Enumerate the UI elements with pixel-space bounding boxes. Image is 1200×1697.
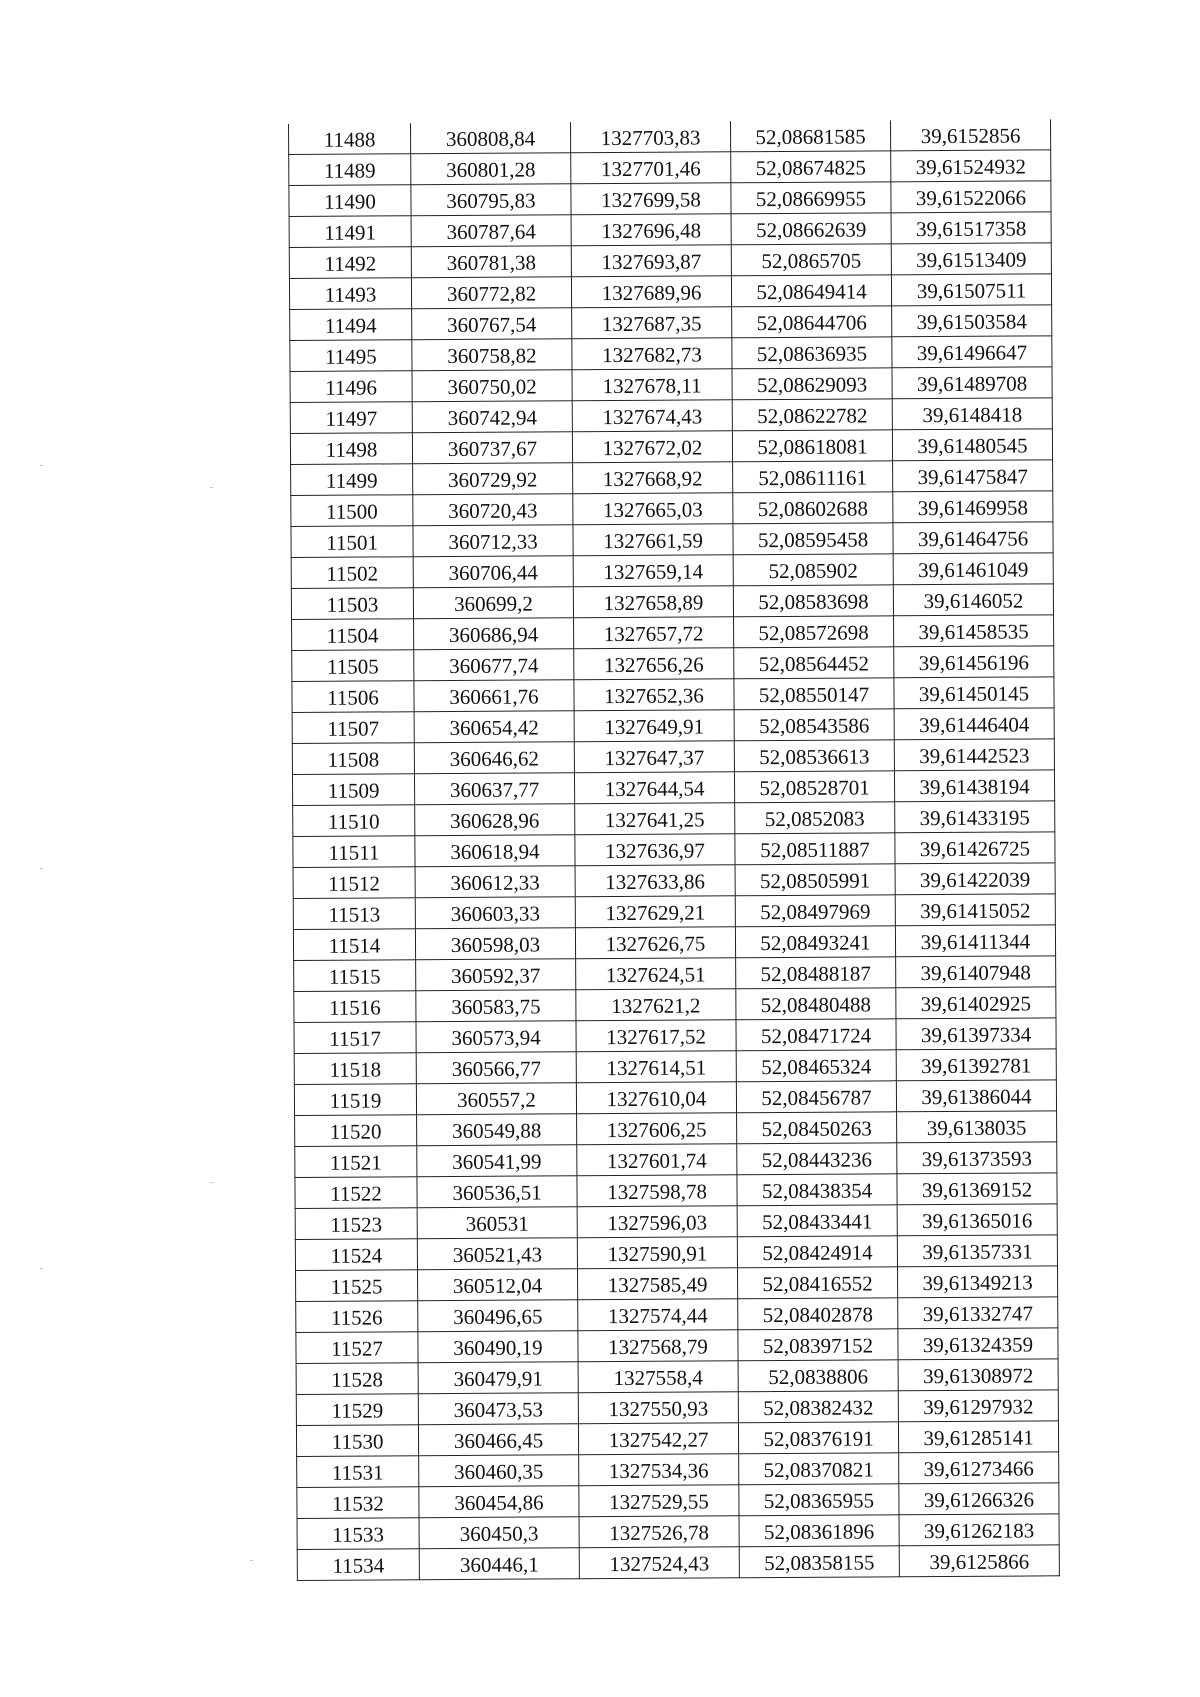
latitude-cell: 52,08370821 (739, 1453, 899, 1485)
longitude-cell: 39,61446404 (894, 708, 1054, 740)
point-number-cell: 11522 (295, 1177, 417, 1209)
point-number-cell: 11521 (295, 1146, 417, 1178)
point-number-cell: 11491 (289, 216, 411, 248)
latitude-cell: 52,08583698 (733, 585, 893, 617)
latitude-cell: 52,08662639 (731, 213, 891, 245)
latitude-cell: 52,08649414 (731, 275, 891, 307)
longitude-cell: 39,6138035 (897, 1111, 1057, 1143)
longitude-cell: 39,61524932 (891, 150, 1051, 182)
x-coordinate-cell: 360654,42 (414, 711, 574, 743)
y-coordinate-cell: 1327701,46 (571, 152, 731, 184)
table-row (293, 925, 1055, 961)
y-coordinate-cell: 1327601,74 (577, 1144, 737, 1176)
x-coordinate-cell: 360618,94 (415, 835, 575, 867)
longitude-cell: 39,61308972 (898, 1359, 1058, 1391)
y-coordinate-cell: 1327524,43 (579, 1547, 739, 1579)
latitude-cell: 52,08622782 (732, 399, 892, 431)
y-coordinate-cell: 1327624,51 (576, 958, 736, 990)
latitude-cell: 52,08528701 (734, 771, 894, 803)
longitude-cell: 39,61266326 (899, 1483, 1059, 1515)
latitude-cell: 52,08443236 (737, 1143, 897, 1175)
x-coordinate-cell: 360549,88 (417, 1114, 577, 1146)
x-coordinate-cell: 360677,74 (414, 649, 574, 681)
x-coordinate-cell: 360795,83 (411, 184, 571, 216)
x-coordinate-cell: 360512,04 (418, 1269, 578, 1301)
longitude-cell: 39,61349213 (897, 1266, 1057, 1298)
latitude-cell: 52,08480488 (736, 988, 896, 1020)
table-row (289, 212, 1051, 248)
point-number-cell: 11495 (290, 340, 412, 372)
y-coordinate-cell: 1327652,36 (574, 679, 734, 711)
table-row (296, 1266, 1058, 1302)
x-coordinate-cell: 360772,82 (411, 277, 571, 309)
table-row (291, 553, 1053, 589)
x-coordinate-cell: 360750,02 (412, 370, 572, 402)
latitude-cell: 52,08681585 (730, 120, 890, 151)
longitude-cell: 39,61411344 (895, 925, 1055, 957)
x-coordinate-cell: 360479,91 (418, 1362, 578, 1394)
x-coordinate-cell: 360637,77 (414, 773, 574, 805)
point-number-cell: 11518 (294, 1053, 416, 1085)
table-row (294, 956, 1056, 992)
latitude-cell: 52,08505991 (735, 864, 895, 896)
y-coordinate-cell: 1327661,59 (573, 524, 733, 556)
longitude-cell: 39,61496647 (892, 336, 1052, 368)
longitude-cell: 39,61507511 (891, 274, 1051, 306)
table-row (289, 274, 1051, 310)
y-coordinate-cell: 1327574,44 (578, 1299, 738, 1331)
y-coordinate-cell: 1327682,73 (572, 338, 732, 370)
point-number-cell: 11533 (297, 1518, 419, 1550)
y-coordinate-cell: 1327656,26 (574, 648, 734, 680)
y-coordinate-cell: 1327585,49 (577, 1268, 737, 1300)
scan-speck (40, 1268, 43, 1269)
y-coordinate-cell: 1327550,93 (578, 1392, 738, 1424)
x-coordinate-cell: 360583,75 (416, 990, 576, 1022)
longitude-cell: 39,61397334 (896, 1018, 1056, 1050)
coordinates-table-body (289, 119, 1060, 1580)
longitude-cell: 39,61422039 (895, 863, 1055, 895)
table-row (292, 677, 1054, 713)
y-coordinate-cell: 1327621,2 (576, 989, 736, 1021)
x-coordinate-cell: 360566,77 (416, 1052, 576, 1084)
table-row (296, 1421, 1058, 1457)
point-number-cell: 11506 (292, 681, 414, 713)
x-coordinate-cell: 360781,38 (411, 246, 571, 278)
latitude-cell: 52,08488187 (736, 957, 896, 989)
longitude-cell: 39,61458535 (894, 615, 1054, 647)
table-row (294, 1080, 1056, 1116)
point-number-cell: 11523 (295, 1208, 417, 1240)
longitude-cell: 39,61402925 (896, 987, 1056, 1019)
latitude-cell: 52,08536613 (734, 740, 894, 772)
point-number-cell: 11503 (291, 588, 413, 620)
table-row (296, 1390, 1058, 1426)
point-number-cell: 11493 (289, 278, 411, 310)
longitude-cell: 39,61285141 (898, 1421, 1058, 1453)
longitude-cell: 39,6125866 (899, 1545, 1059, 1577)
x-coordinate-cell: 360592,37 (416, 959, 576, 991)
latitude-cell: 52,08382432 (738, 1391, 898, 1423)
y-coordinate-cell: 1327678,11 (572, 369, 732, 401)
table-row (289, 119, 1051, 154)
table-row (293, 801, 1055, 837)
latitude-cell: 52,08550147 (734, 678, 894, 710)
x-coordinate-cell: 360612,33 (415, 866, 575, 898)
longitude-cell: 39,61373593 (897, 1142, 1057, 1174)
longitude-cell: 39,61262183 (899, 1514, 1059, 1546)
x-coordinate-cell: 360706,44 (413, 556, 573, 588)
x-coordinate-cell: 360521,43 (417, 1238, 577, 1270)
latitude-cell: 52,08493241 (735, 926, 895, 958)
point-number-cell: 11492 (289, 247, 411, 279)
point-number-cell: 11531 (297, 1456, 419, 1488)
x-coordinate-cell: 360787,64 (411, 215, 571, 247)
y-coordinate-cell: 1327687,35 (572, 307, 732, 339)
longitude-cell: 39,61464756 (893, 522, 1053, 554)
longitude-cell: 39,61461049 (893, 553, 1053, 585)
x-coordinate-cell: 360557,2 (416, 1083, 576, 1115)
x-coordinate-cell: 360454,86 (419, 1486, 579, 1518)
x-coordinate-cell: 360603,33 (415, 897, 575, 929)
point-number-cell: 11509 (292, 774, 414, 806)
longitude-cell: 39,61426725 (895, 832, 1055, 864)
y-coordinate-cell: 1327647,37 (574, 741, 734, 773)
latitude-cell: 52,08511887 (735, 833, 895, 865)
latitude-cell: 52,08397152 (738, 1329, 898, 1361)
scan-speck (210, 487, 213, 488)
table-row (290, 367, 1052, 403)
point-number-cell: 11528 (296, 1363, 418, 1395)
table-row (289, 243, 1051, 279)
table-row (293, 863, 1055, 899)
latitude-cell: 52,08572698 (734, 616, 894, 648)
x-coordinate-cell: 360720,43 (413, 494, 573, 526)
scan-speck (40, 465, 43, 466)
latitude-cell: 52,08669955 (731, 182, 891, 214)
y-coordinate-cell: 1327649,91 (574, 710, 734, 742)
x-coordinate-cell: 360758,82 (412, 339, 572, 371)
longitude-cell: 39,61442523 (894, 739, 1054, 771)
latitude-cell: 52,08424914 (737, 1236, 897, 1268)
table-row (291, 522, 1053, 558)
table-row (292, 646, 1054, 682)
point-number-cell: 11496 (290, 371, 412, 403)
x-coordinate-cell: 360490,19 (418, 1331, 578, 1363)
table-row (293, 894, 1055, 930)
table-row (291, 584, 1053, 620)
x-coordinate-cell: 360646,62 (414, 742, 574, 774)
longitude-cell: 39,61407948 (896, 956, 1056, 988)
latitude-cell: 52,08543586 (734, 709, 894, 741)
point-number-cell: 11529 (296, 1394, 418, 1426)
longitude-cell: 39,61332747 (898, 1297, 1058, 1329)
y-coordinate-cell: 1327558,4 (578, 1361, 738, 1393)
table-row (292, 615, 1054, 651)
latitude-cell: 52,08438354 (737, 1174, 897, 1206)
point-number-cell: 11517 (294, 1022, 416, 1054)
latitude-cell: 52,0865705 (731, 244, 891, 276)
y-coordinate-cell: 1327542,27 (578, 1423, 738, 1455)
x-coordinate-cell: 360450,3 (419, 1517, 579, 1549)
longitude-cell: 39,6148418 (892, 398, 1052, 430)
x-coordinate-cell: 360496,65 (418, 1300, 578, 1332)
point-number-cell: 11488 (289, 123, 411, 154)
longitude-cell: 39,61369152 (897, 1173, 1057, 1205)
y-coordinate-cell: 1327617,52 (576, 1020, 736, 1052)
latitude-cell: 52,08602688 (733, 492, 893, 524)
table-row (295, 1173, 1057, 1209)
y-coordinate-cell: 1327658,89 (573, 586, 733, 618)
x-coordinate-cell: 360531 (417, 1207, 577, 1239)
y-coordinate-cell: 1327636,97 (575, 834, 735, 866)
y-coordinate-cell: 1327614,51 (576, 1051, 736, 1083)
point-number-cell: 11516 (294, 991, 416, 1023)
point-number-cell: 11505 (292, 650, 414, 682)
point-number-cell: 11501 (291, 526, 413, 558)
longitude-cell: 39,61522066 (891, 181, 1051, 213)
table-row (296, 1328, 1058, 1364)
latitude-cell: 52,08402878 (738, 1298, 898, 1330)
longitude-cell: 39,6152856 (890, 119, 1050, 150)
y-coordinate-cell: 1327689,96 (571, 276, 731, 308)
longitude-cell: 39,61489708 (892, 367, 1052, 399)
y-coordinate-cell: 1327568,79 (578, 1330, 738, 1362)
latitude-cell: 52,0838806 (738, 1360, 898, 1392)
point-number-cell: 11515 (294, 960, 416, 992)
x-coordinate-cell: 360460,35 (419, 1455, 579, 1487)
latitude-cell: 52,0852083 (735, 802, 895, 834)
latitude-cell: 52,08674825 (731, 151, 891, 183)
point-number-cell: 11510 (293, 805, 415, 837)
latitude-cell: 52,08471724 (736, 1019, 896, 1051)
y-coordinate-cell: 1327590,91 (577, 1237, 737, 1269)
y-coordinate-cell: 1327644,54 (574, 772, 734, 804)
latitude-cell: 52,08456787 (736, 1081, 896, 1113)
table-row (297, 1452, 1059, 1488)
latitude-cell: 52,08564452 (734, 647, 894, 679)
table-row (294, 1018, 1056, 1054)
point-number-cell: 11530 (296, 1425, 418, 1457)
y-coordinate-cell: 1327672,02 (572, 431, 732, 463)
table-row (292, 708, 1054, 744)
x-coordinate-cell: 360661,76 (414, 680, 574, 712)
latitude-cell: 52,08644706 (732, 306, 892, 338)
table-row (295, 1142, 1057, 1178)
point-number-cell: 11519 (294, 1084, 416, 1116)
x-coordinate-cell: 360536,51 (417, 1176, 577, 1208)
table-row (290, 336, 1052, 372)
longitude-cell: 39,61297932 (898, 1390, 1058, 1422)
x-coordinate-cell: 360628,96 (415, 804, 575, 836)
table-row (293, 832, 1055, 868)
latitude-cell: 52,08636935 (732, 337, 892, 369)
latitude-cell: 52,08595458 (733, 523, 893, 555)
latitude-cell: 52,085902 (733, 554, 893, 586)
x-coordinate-cell: 360712,33 (413, 525, 573, 557)
y-coordinate-cell: 1327598,78 (577, 1175, 737, 1207)
table-row (291, 491, 1053, 527)
latitude-cell: 52,08433441 (737, 1205, 897, 1237)
table-row (296, 1297, 1058, 1333)
y-coordinate-cell: 1327693,87 (571, 245, 731, 277)
y-coordinate-cell: 1327657,72 (574, 617, 734, 649)
x-coordinate-cell: 360541,99 (417, 1145, 577, 1177)
point-number-cell: 11527 (296, 1332, 418, 1364)
x-coordinate-cell: 360729,92 (413, 463, 573, 495)
y-coordinate-cell: 1327668,92 (573, 462, 733, 494)
point-number-cell: 11499 (291, 464, 413, 496)
longitude-cell: 39,61469958 (893, 491, 1053, 523)
longitude-cell: 39,61357331 (897, 1235, 1057, 1267)
longitude-cell: 39,61386044 (896, 1080, 1056, 1112)
latitude-cell: 52,08618081 (732, 430, 892, 462)
x-coordinate-cell: 360473,53 (418, 1393, 578, 1425)
y-coordinate-cell: 1327696,48 (571, 214, 731, 246)
y-coordinate-cell: 1327534,36 (579, 1454, 739, 1486)
point-number-cell: 11500 (291, 495, 413, 527)
point-number-cell: 11504 (292, 619, 414, 651)
table-row (291, 460, 1053, 496)
y-coordinate-cell: 1327606,25 (577, 1113, 737, 1145)
point-number-cell: 11524 (295, 1239, 417, 1271)
point-number-cell: 11532 (297, 1487, 419, 1519)
table-row (295, 1235, 1057, 1271)
longitude-cell: 39,61456196 (894, 646, 1054, 678)
y-coordinate-cell: 1327674,43 (572, 400, 732, 432)
point-number-cell: 11489 (289, 154, 411, 186)
x-coordinate-cell: 360742,94 (412, 401, 572, 433)
table-row (290, 305, 1052, 341)
y-coordinate-cell: 1327596,03 (577, 1206, 737, 1238)
longitude-cell: 39,61475847 (893, 460, 1053, 492)
scan-speck (40, 868, 43, 869)
longitude-cell: 39,61480545 (892, 429, 1052, 461)
latitude-cell: 52,08611161 (733, 461, 893, 493)
scan-speck (250, 1560, 253, 1561)
table-row (294, 1049, 1056, 1085)
latitude-cell: 52,08465324 (736, 1050, 896, 1082)
y-coordinate-cell: 1327641,25 (575, 803, 735, 835)
longitude-cell: 39,61392781 (896, 1049, 1056, 1081)
table-row (294, 987, 1056, 1023)
point-number-cell: 11507 (292, 712, 414, 744)
point-number-cell: 11498 (290, 433, 412, 465)
point-number-cell: 11490 (289, 185, 411, 217)
x-coordinate-cell: 360446,1 (419, 1548, 579, 1580)
y-coordinate-cell: 1327703,83 (570, 121, 730, 152)
point-number-cell: 11525 (296, 1270, 418, 1302)
table-row (292, 739, 1054, 775)
point-number-cell: 11502 (291, 557, 413, 589)
y-coordinate-cell: 1327626,75 (575, 927, 735, 959)
latitude-cell: 52,08629093 (732, 368, 892, 400)
x-coordinate-cell: 360737,67 (412, 432, 572, 464)
table-row (289, 150, 1051, 186)
x-coordinate-cell: 360767,54 (412, 308, 572, 340)
longitude-cell: 39,61324359 (898, 1328, 1058, 1360)
point-number-cell: 11534 (297, 1549, 419, 1581)
x-coordinate-cell: 360466,45 (418, 1424, 578, 1456)
table-row (292, 770, 1054, 806)
longitude-cell: 39,61433195 (895, 801, 1055, 833)
y-coordinate-cell: 1327629,21 (575, 896, 735, 928)
longitude-cell: 39,61438194 (894, 770, 1054, 802)
point-number-cell: 11494 (290, 309, 412, 341)
point-number-cell: 11513 (293, 898, 415, 930)
longitude-cell: 39,61513409 (891, 243, 1051, 275)
longitude-cell: 39,61517358 (891, 212, 1051, 244)
point-number-cell: 11520 (295, 1115, 417, 1147)
latitude-cell: 52,08416552 (737, 1267, 897, 1299)
x-coordinate-cell: 360699,2 (413, 587, 573, 619)
longitude-cell: 39,6146052 (893, 584, 1053, 616)
longitude-cell: 39,61365016 (897, 1204, 1057, 1236)
point-number-cell: 11511 (293, 836, 415, 868)
scan-speck (210, 1182, 213, 1183)
x-coordinate-cell: 360598,03 (415, 928, 575, 960)
table-row (295, 1111, 1057, 1147)
longitude-cell: 39,61415052 (895, 894, 1055, 926)
table-row (297, 1483, 1059, 1519)
table-row (297, 1514, 1059, 1550)
point-number-cell: 11508 (292, 743, 414, 775)
longitude-cell: 39,61450145 (894, 677, 1054, 709)
latitude-cell: 52,08497969 (735, 895, 895, 927)
point-number-cell: 11514 (293, 929, 415, 961)
x-coordinate-cell: 360808,84 (410, 122, 570, 153)
x-coordinate-cell: 360573,94 (416, 1021, 576, 1053)
table-row (290, 429, 1052, 465)
x-coordinate-cell: 360686,94 (414, 618, 574, 650)
latitude-cell: 52,08358155 (739, 1546, 899, 1578)
table-row (295, 1204, 1057, 1240)
point-number-cell: 11526 (296, 1301, 418, 1333)
table-row (290, 398, 1052, 434)
coordinates-table (288, 119, 1060, 1581)
longitude-cell: 39,61503584 (892, 305, 1052, 337)
table-row (296, 1359, 1058, 1395)
y-coordinate-cell: 1327633,86 (575, 865, 735, 897)
y-coordinate-cell: 1327699,58 (571, 183, 731, 215)
x-coordinate-cell: 360801,28 (411, 153, 571, 185)
latitude-cell: 52,08376191 (738, 1422, 898, 1454)
point-number-cell: 11497 (290, 402, 412, 434)
latitude-cell: 52,08450263 (737, 1112, 897, 1144)
y-coordinate-cell: 1327665,03 (573, 493, 733, 525)
point-number-cell: 11512 (293, 867, 415, 899)
longitude-cell: 39,61273466 (899, 1452, 1059, 1484)
table-row (297, 1545, 1059, 1581)
y-coordinate-cell: 1327526,78 (579, 1516, 739, 1548)
y-coordinate-cell: 1327659,14 (573, 555, 733, 587)
latitude-cell: 52,08361896 (739, 1515, 899, 1547)
latitude-cell: 52,08365955 (739, 1484, 899, 1516)
y-coordinate-cell: 1327529,55 (579, 1485, 739, 1517)
table-row (289, 181, 1051, 217)
y-coordinate-cell: 1327610,04 (576, 1082, 736, 1114)
